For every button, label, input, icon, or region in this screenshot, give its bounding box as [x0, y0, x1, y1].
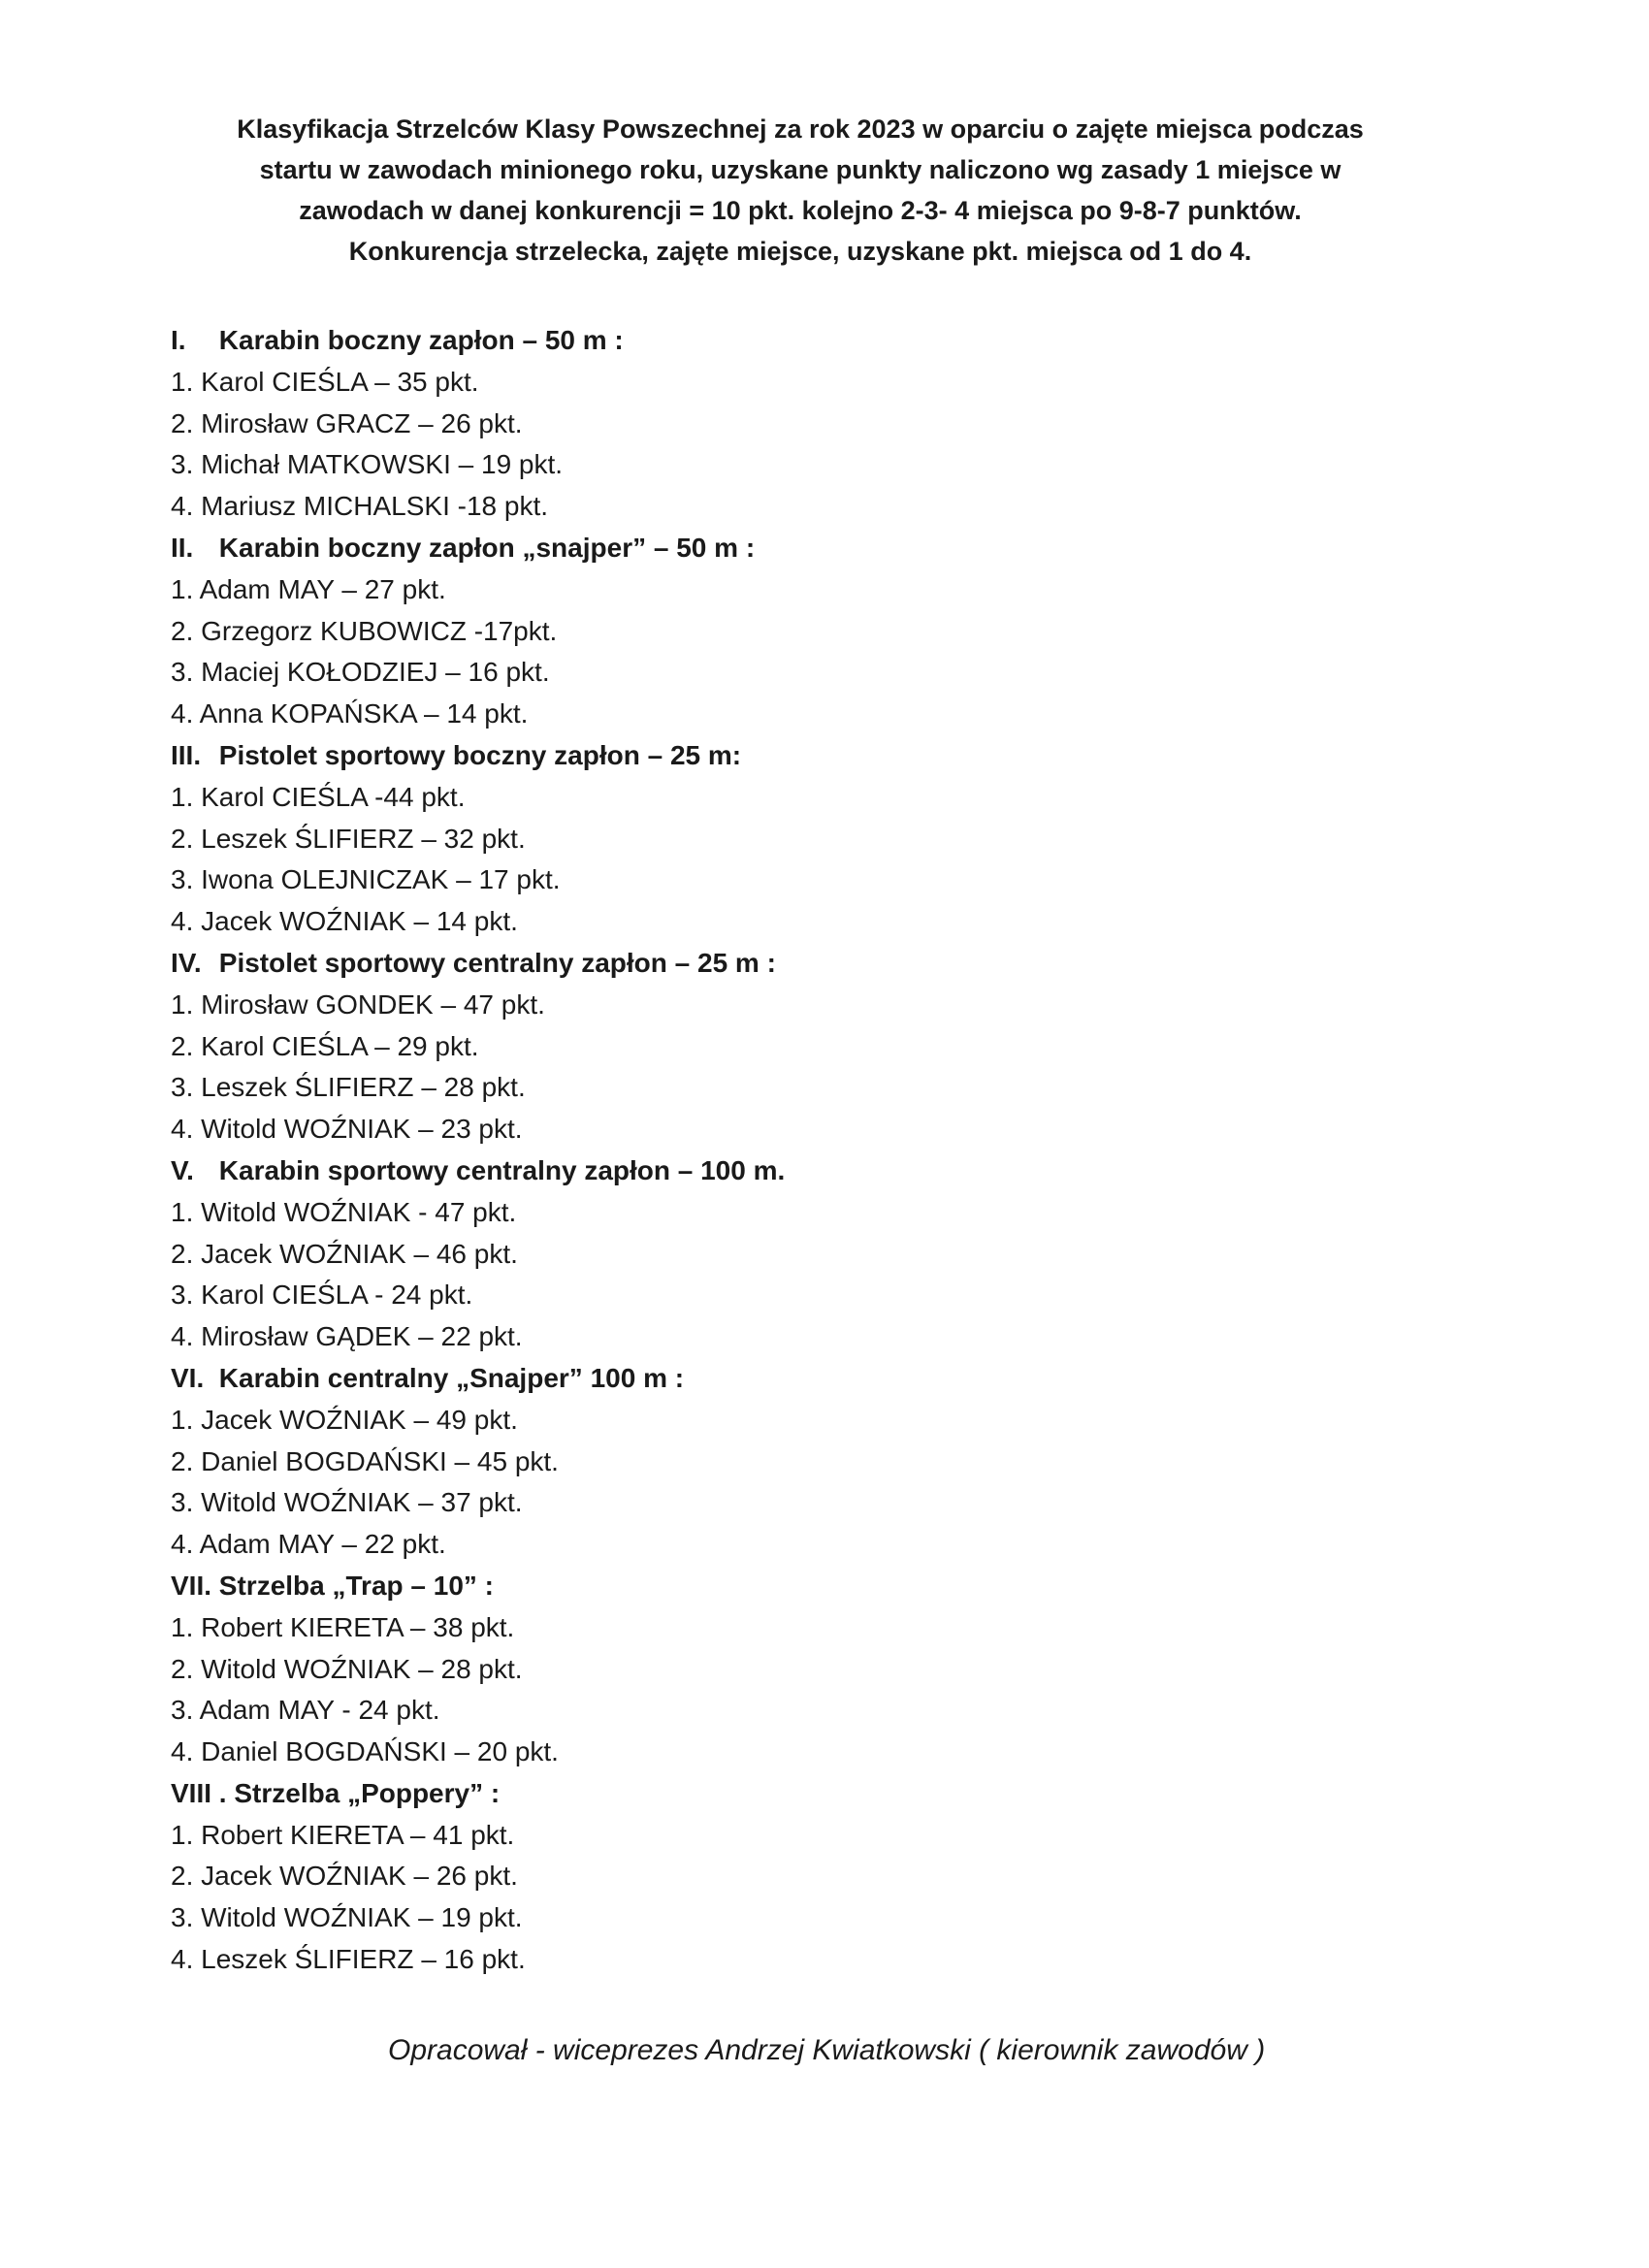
- section-title: Karabin sportowy centralny zapłon – 100 m.: [218, 1154, 786, 1185]
- section-heading: [171, 320, 1238, 362]
- section-title: Strzelba „Trap – 10” :: [218, 1570, 495, 1601]
- section-heading: [171, 1358, 1238, 1400]
- ranking-entry: 3. Witold WOŹNIAK – 37 pkt.: [171, 1487, 523, 1518]
- competition-section: [171, 735, 1238, 943]
- ranking-entry: 2. Mirosław GRACZ – 26 pkt.: [171, 407, 523, 438]
- section-title: Karabin centralny „Snajper” 100 m :: [218, 1362, 685, 1393]
- section-heading: [171, 1773, 1238, 1815]
- section-title: Pistolet sportowy boczny zapłon – 25 m:: [218, 739, 742, 770]
- competition-section: [171, 320, 1238, 528]
- section-heading: [171, 735, 1238, 777]
- ranking-entry: 4. Leszek ŚLIFIERZ – 16 pkt.: [171, 1944, 526, 1975]
- section-heading: [171, 1566, 1238, 1607]
- section-heading: [171, 943, 1238, 985]
- ranking-entry: 1. Jacek WOŹNIAK – 49 pkt.: [171, 1404, 518, 1435]
- ranking-entry: 2. Jacek WOŹNIAK – 26 pkt.: [171, 1861, 518, 1892]
- ranking-entry: 3. Maciej KOŁODZIEJ – 16 pkt.: [171, 657, 550, 688]
- section-title: Karabin boczny zapłon – 50 m :: [218, 325, 624, 355]
- ranking-entry: 1. Robert KIERETA – 41 pkt.: [171, 1819, 515, 1850]
- ranking-entry: 1. Witold WOŹNIAK - 47 pkt.: [171, 1196, 517, 1227]
- ranking-entry: 1. Adam MAY – 27 pkt.: [171, 573, 446, 604]
- document-footer-signature: Opracował - wiceprezes Andrzej Kwiatkowski ( kierownik zawodów ): [388, 2034, 1266, 2066]
- competition-section: [171, 528, 1238, 735]
- section-title: Strzelba „Poppery” :: [234, 1777, 501, 1808]
- section-number: VI.: [171, 1362, 205, 1393]
- ranking-entry: 4. Adam MAY – 22 pkt.: [171, 1529, 446, 1560]
- ranking-entry: 3. Michał MATKOWSKI – 19 pkt.: [171, 449, 564, 480]
- competition-section: [171, 1773, 1238, 1981]
- ranking-entry: 3. Witold WOŹNIAK – 19 pkt.: [171, 1902, 523, 1933]
- ranking-entry: 4. Daniel BOGDAŃSKI – 20 pkt.: [171, 1736, 559, 1767]
- ranking-entry: 3. Iwona OLEJNICZAK – 17 pkt.: [171, 864, 561, 895]
- ranking-entry: 1. Karol CIEŚLA – 35 pkt.: [171, 366, 479, 397]
- ranking-entry: 1. Mirosław GONDEK – 47 pkt.: [171, 988, 545, 1020]
- competition-section: [171, 1358, 1238, 1566]
- ranking-entry: 2. Karol CIEŚLA – 29 pkt.: [171, 1030, 479, 1061]
- intro-line: startu w zawodach minionego roku, uzyskane punkty naliczono wg zasady 1 miejsce w: [259, 155, 1342, 184]
- intro-line: Klasyfikacja Strzelców Klasy Powszechnej za rok 2023 w oparciu o zajęte miejsca podczas: [237, 114, 1364, 144]
- ranking-entry: 4. Mariusz MICHALSKI -18 pkt.: [171, 491, 549, 522]
- ranking-entry: 4. Anna KOPAŃSKA – 14 pkt.: [171, 698, 529, 729]
- ranking-entry: 4. Jacek WOŹNIAK – 14 pkt.: [171, 906, 518, 937]
- document-intro: [146, 109, 1455, 272]
- competition-section: [171, 943, 1238, 1150]
- section-heading: [171, 528, 1238, 569]
- ranking-entry: 2. Leszek ŚLIFIERZ – 32 pkt.: [171, 823, 526, 854]
- ranking-entry: 2. Grzegorz KUBOWICZ -17pkt.: [171, 615, 558, 646]
- ranking-entry: 1. Karol CIEŚLA -44 pkt.: [171, 781, 466, 812]
- ranking-entry: 3. Karol CIEŚLA - 24 pkt.: [171, 1280, 473, 1311]
- section-number: VII.: [171, 1570, 212, 1601]
- section-title: Pistolet sportowy centralny zapłon – 25 m :: [218, 947, 776, 978]
- section-number: II.: [171, 532, 194, 563]
- ranking-entry: 3. Leszek ŚLIFIERZ – 28 pkt.: [171, 1072, 526, 1103]
- ranking-entry: 4. Witold WOŹNIAK – 23 pkt.: [171, 1114, 523, 1145]
- ranking-entry: 1. Robert KIERETA – 38 pkt.: [171, 1611, 515, 1642]
- section-number: III.: [171, 739, 202, 770]
- section-number: I.: [171, 325, 186, 355]
- intro-line: zawodach w danej konkurencji = 10 pkt. kolejno 2-3- 4 miejsca po 9-8-7 punktów.: [299, 196, 1302, 225]
- ranking-entry: 2. Witold WOŹNIAK – 28 pkt.: [171, 1653, 523, 1684]
- intro-line: Konkurencja strzelecka, zajęte miejsce, uzyskane pkt. miejsca od 1 do 4.: [348, 237, 1252, 266]
- ranking-entry: 2. Daniel BOGDAŃSKI – 45 pkt.: [171, 1445, 559, 1476]
- section-number: V.: [171, 1154, 194, 1185]
- competition-section: [171, 1150, 1238, 1358]
- section-number: VIII .: [171, 1777, 227, 1808]
- section-number: IV.: [171, 947, 202, 978]
- section-heading: [171, 1150, 1238, 1192]
- ranking-entry: 2. Jacek WOŹNIAK – 46 pkt.: [171, 1238, 518, 1269]
- competition-section: [171, 1566, 1238, 1773]
- ranking-entry: 4. Mirosław GĄDEK – 22 pkt.: [171, 1321, 523, 1352]
- ranking-entry: 3. Adam MAY - 24 pkt.: [171, 1695, 440, 1726]
- section-title: Karabin boczny zapłon „snajper” – 50 m :: [218, 532, 756, 563]
- results-list: [171, 320, 1238, 1981]
